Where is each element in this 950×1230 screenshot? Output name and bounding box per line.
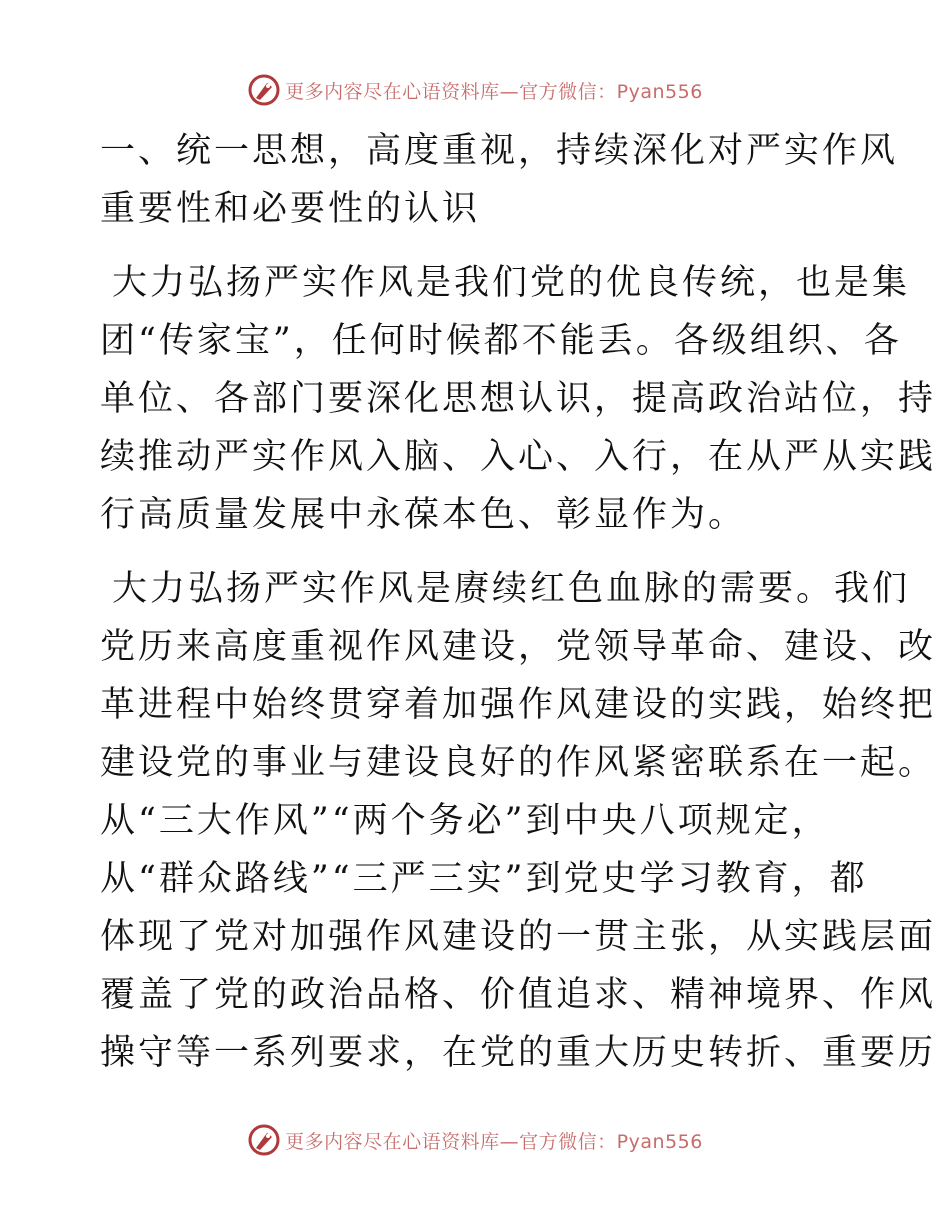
header-watermark (0, 70, 950, 110)
pen-nib-logo-icon (247, 73, 281, 107)
paragraph-line: 单位、各部门要深化思想认识，提高政治站位，持 (100, 379, 937, 419)
heading-line: 重要性和必要性的认识 (100, 189, 481, 229)
section-heading (100, 122, 899, 238)
paragraph-line: 覆盖了党的政治品格、价值追求、精神境界、作风 (100, 975, 937, 1015)
paragraph-line: 大力弘扬严实作风是赓续红色血脉的需要。我们 (112, 569, 911, 609)
paragraph-line: 行高质量发展中永葆本色、彰显作为。 (100, 495, 747, 535)
paragraph-line: 从“三大作风”“两个务必”到中央八项规定， (100, 801, 830, 841)
paragraph-2 (100, 560, 937, 1082)
paragraph-line: 团“传家宝”，任何时候都不能丢。各级组织、各 (100, 321, 902, 361)
paragraph-line: 从“群众路线”“三严三实”到党史学习教育，都 (100, 859, 868, 899)
paragraph-line: 续推动严实作风入脑、入心、入行，在从严从实践 (100, 437, 937, 477)
pen-nib-logo-icon (247, 1123, 281, 1157)
footer-watermark (0, 1120, 950, 1160)
paragraph-line: 大力弘扬严实作风是我们党的优良传统，也是集 (112, 263, 911, 303)
paragraph-1 (100, 254, 937, 544)
paragraph-line: 建设党的事业与建设良好的作风紧密联系在一起。 (100, 743, 937, 783)
heading-line: 一、统一思想，高度重视，持续深化对严实作风 (100, 131, 899, 171)
paragraph-line: 党历来高度重视作风建设，党领导革命、建设、改 (100, 627, 937, 667)
watermark-text: 更多内容尽在心语资料库—官方微信：Pyan556 (285, 1130, 703, 1153)
paragraph-line: 体现了党对加强作风建设的一贯主张，从实践层面 (100, 917, 937, 957)
watermark-text: 更多内容尽在心语资料库—官方微信：Pyan556 (285, 80, 703, 103)
document-body (100, 122, 937, 1082)
paragraph-line: 操守等一系列要求，在党的重大历史转折、重要历 (100, 1033, 937, 1073)
paragraph-line: 革进程中始终贯穿着加强作风建设的实践，始终把 (100, 685, 937, 725)
